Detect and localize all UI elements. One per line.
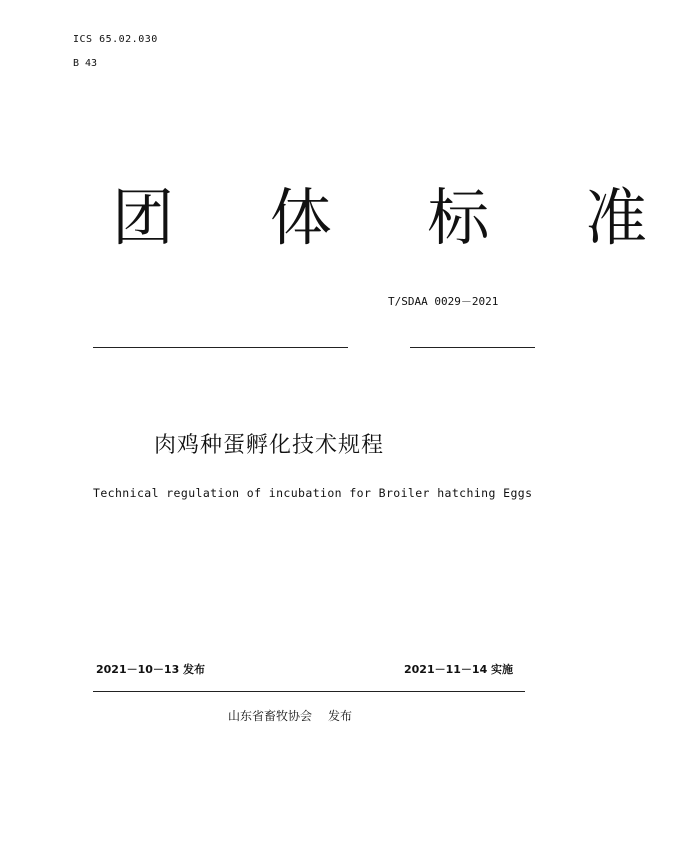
issue-date: 2021－10－13 发布 <box>96 663 206 676</box>
implementation-date: 2021－11－14 实施 <box>404 663 514 676</box>
standard-type-heading: 团 体 标 准 <box>112 181 685 254</box>
publisher-action: 发布 <box>328 709 353 723</box>
bottom-divider <box>93 691 525 692</box>
standard-number: T/SDAA 0029－2021 <box>388 295 499 308</box>
top-divider-left <box>93 347 348 348</box>
publisher-line <box>228 707 352 724</box>
ccs-code: B 43 <box>73 58 98 69</box>
document-title-chinese: 肉鸡种蛋孵化技术规程 <box>154 433 385 458</box>
ics-code: ICS 65.02.030 <box>73 34 158 45</box>
publisher-name: 山东省畜牧协会 <box>228 709 313 723</box>
document-title-english: Technical regulation of incubation for Broiler hatching Eggs <box>93 486 533 500</box>
top-divider-right <box>410 347 535 348</box>
